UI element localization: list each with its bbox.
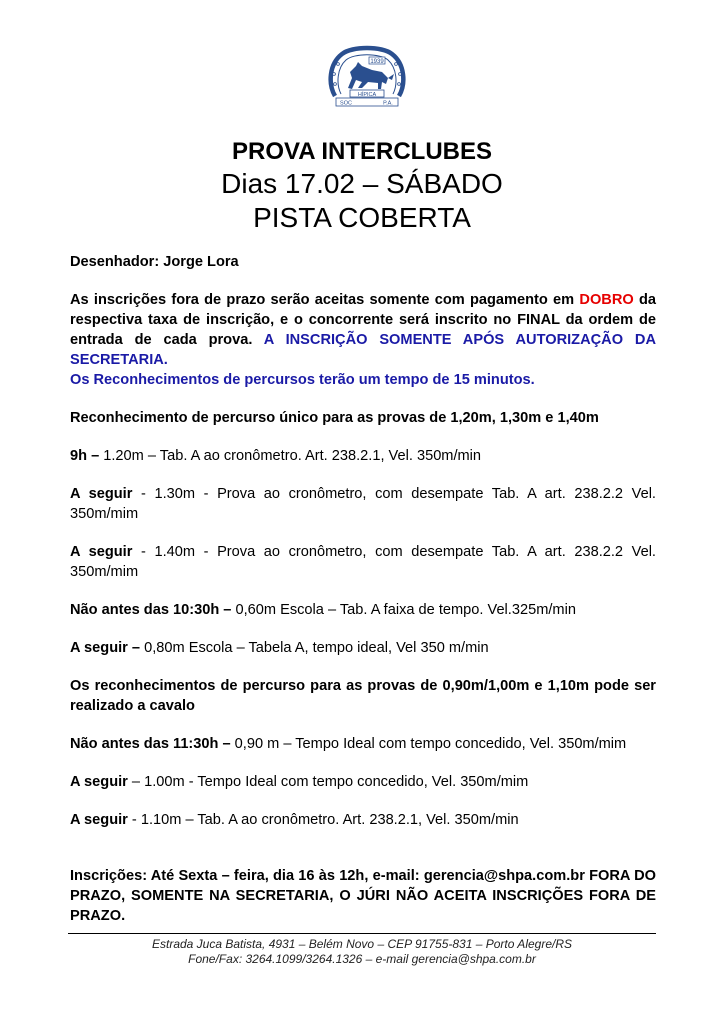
club-logo: [326, 44, 408, 110]
event-item: [70, 638, 656, 658]
late-entries-highlight: DOBRO: [579, 292, 634, 308]
late-entries-text-1: As inscrições fora de prazo serão aceitas somente com pagamento em: [70, 292, 575, 308]
event-time: A seguir: [70, 812, 128, 828]
event-item: [70, 810, 656, 830]
event-description: 0,60m Escola – Tab. A faixa de tempo. Vel.325m/min: [235, 602, 576, 618]
logo-left-text: SOC: [340, 100, 352, 107]
logo-right-text: P.A.: [383, 100, 393, 107]
event-time: A seguir: [70, 544, 133, 560]
event-description: – 1.00m - Tempo Ideal com tempo concedido, Vel. 350m/mim: [131, 774, 529, 790]
event-description: 0,90 m – Tempo Ideal com tempo concedido, Vel. 350m/mim: [234, 736, 627, 752]
event-item: [70, 446, 656, 466]
event-time: A seguir: [70, 774, 128, 790]
recognition-horse-heading: Os reconhecimentos de percurso para as provas de 0,90m/1,00m e 1,10m pode ser realizado a cavalo: [70, 678, 656, 714]
logo-banner: HÍPICA: [357, 92, 377, 98]
event-venue: PISTA COBERTA: [253, 202, 471, 233]
late-entries-text-2: da respectiva taxa de inscrição, e o concorrente será inscrito no FINAL da ordem de entrada de cada prova.: [70, 292, 657, 348]
logo-year: 1939: [370, 59, 384, 65]
event-time: 9h –: [70, 448, 100, 464]
recognition-time-notice: Os Reconhecimentos de percursos terão um tempo de 15 minutos.: [70, 372, 535, 388]
event-description: 0,80m Escola – Tabela A, tempo ideal, Vel 350 m/min: [144, 640, 489, 656]
event-item: [70, 772, 656, 792]
footer-contact: Fone/Fax: 3264.1099/3264.1326 – e-mail gerencia@shpa.com.br: [188, 952, 536, 966]
event-time: Não antes das 11:30h –: [70, 736, 231, 752]
footer-divider: [68, 933, 656, 934]
event-item: [70, 484, 656, 524]
event-description: - 1.40m - Prova ao cronômetro, com desempate Tab. A art. 238.2.2 Vel. 350m/mim: [70, 544, 656, 580]
page-title: PROVA INTERCLUBES: [231, 138, 492, 165]
event-description: - 1.30m - Prova ao cronômetro, com desempate Tab. A art. 238.2.2 Vel. 350m/mim: [70, 486, 656, 522]
event-description: 1.20m – Tab. A ao cronômetro. Art. 238.2.1, Vel. 350m/min: [103, 448, 482, 464]
registration-notice: Inscrições: Até Sexta – feira, dia 16 às 12h, e-mail: gerencia@shpa.com.br FORA DO PRAZO, SOMENTE NA SECRETARIA, O JÚRI NÃO ACEITA INSCRIÇÕES FORA DE PRAZO.: [70, 868, 656, 924]
late-entries-paragraph: [70, 290, 656, 370]
event-time: Não antes das 10:30h –: [70, 602, 232, 618]
event-item: [70, 542, 656, 582]
event-date: Dias 17.02 – SÁBADO: [221, 168, 503, 199]
event-time: A seguir –: [70, 640, 141, 656]
event-description: - 1.10m – Tab. A ao cronômetro. Art. 238.2.1, Vel. 350m/min: [131, 812, 519, 828]
horse-icon: [348, 62, 388, 89]
document-body: [70, 252, 656, 944]
footer-address: Estrada Juca Batista, 4931 – Belém Novo – CEP 91755-831 – Porto Alegre/RS: [151, 937, 573, 951]
event-time: A seguir: [70, 486, 133, 502]
authorization-notice: A INSCRIÇÃO SOMENTE APÓS AUTORIZAÇÃO DA SECRETARIA.: [70, 332, 656, 368]
designer-line: Desenhador: Jorge Lora: [70, 254, 239, 270]
event-item: [70, 600, 656, 620]
event-item: [70, 734, 656, 754]
recognition-single-heading: Reconhecimento de percurso único para as provas de 1,20m, 1,30m e 1,40m: [70, 410, 599, 426]
